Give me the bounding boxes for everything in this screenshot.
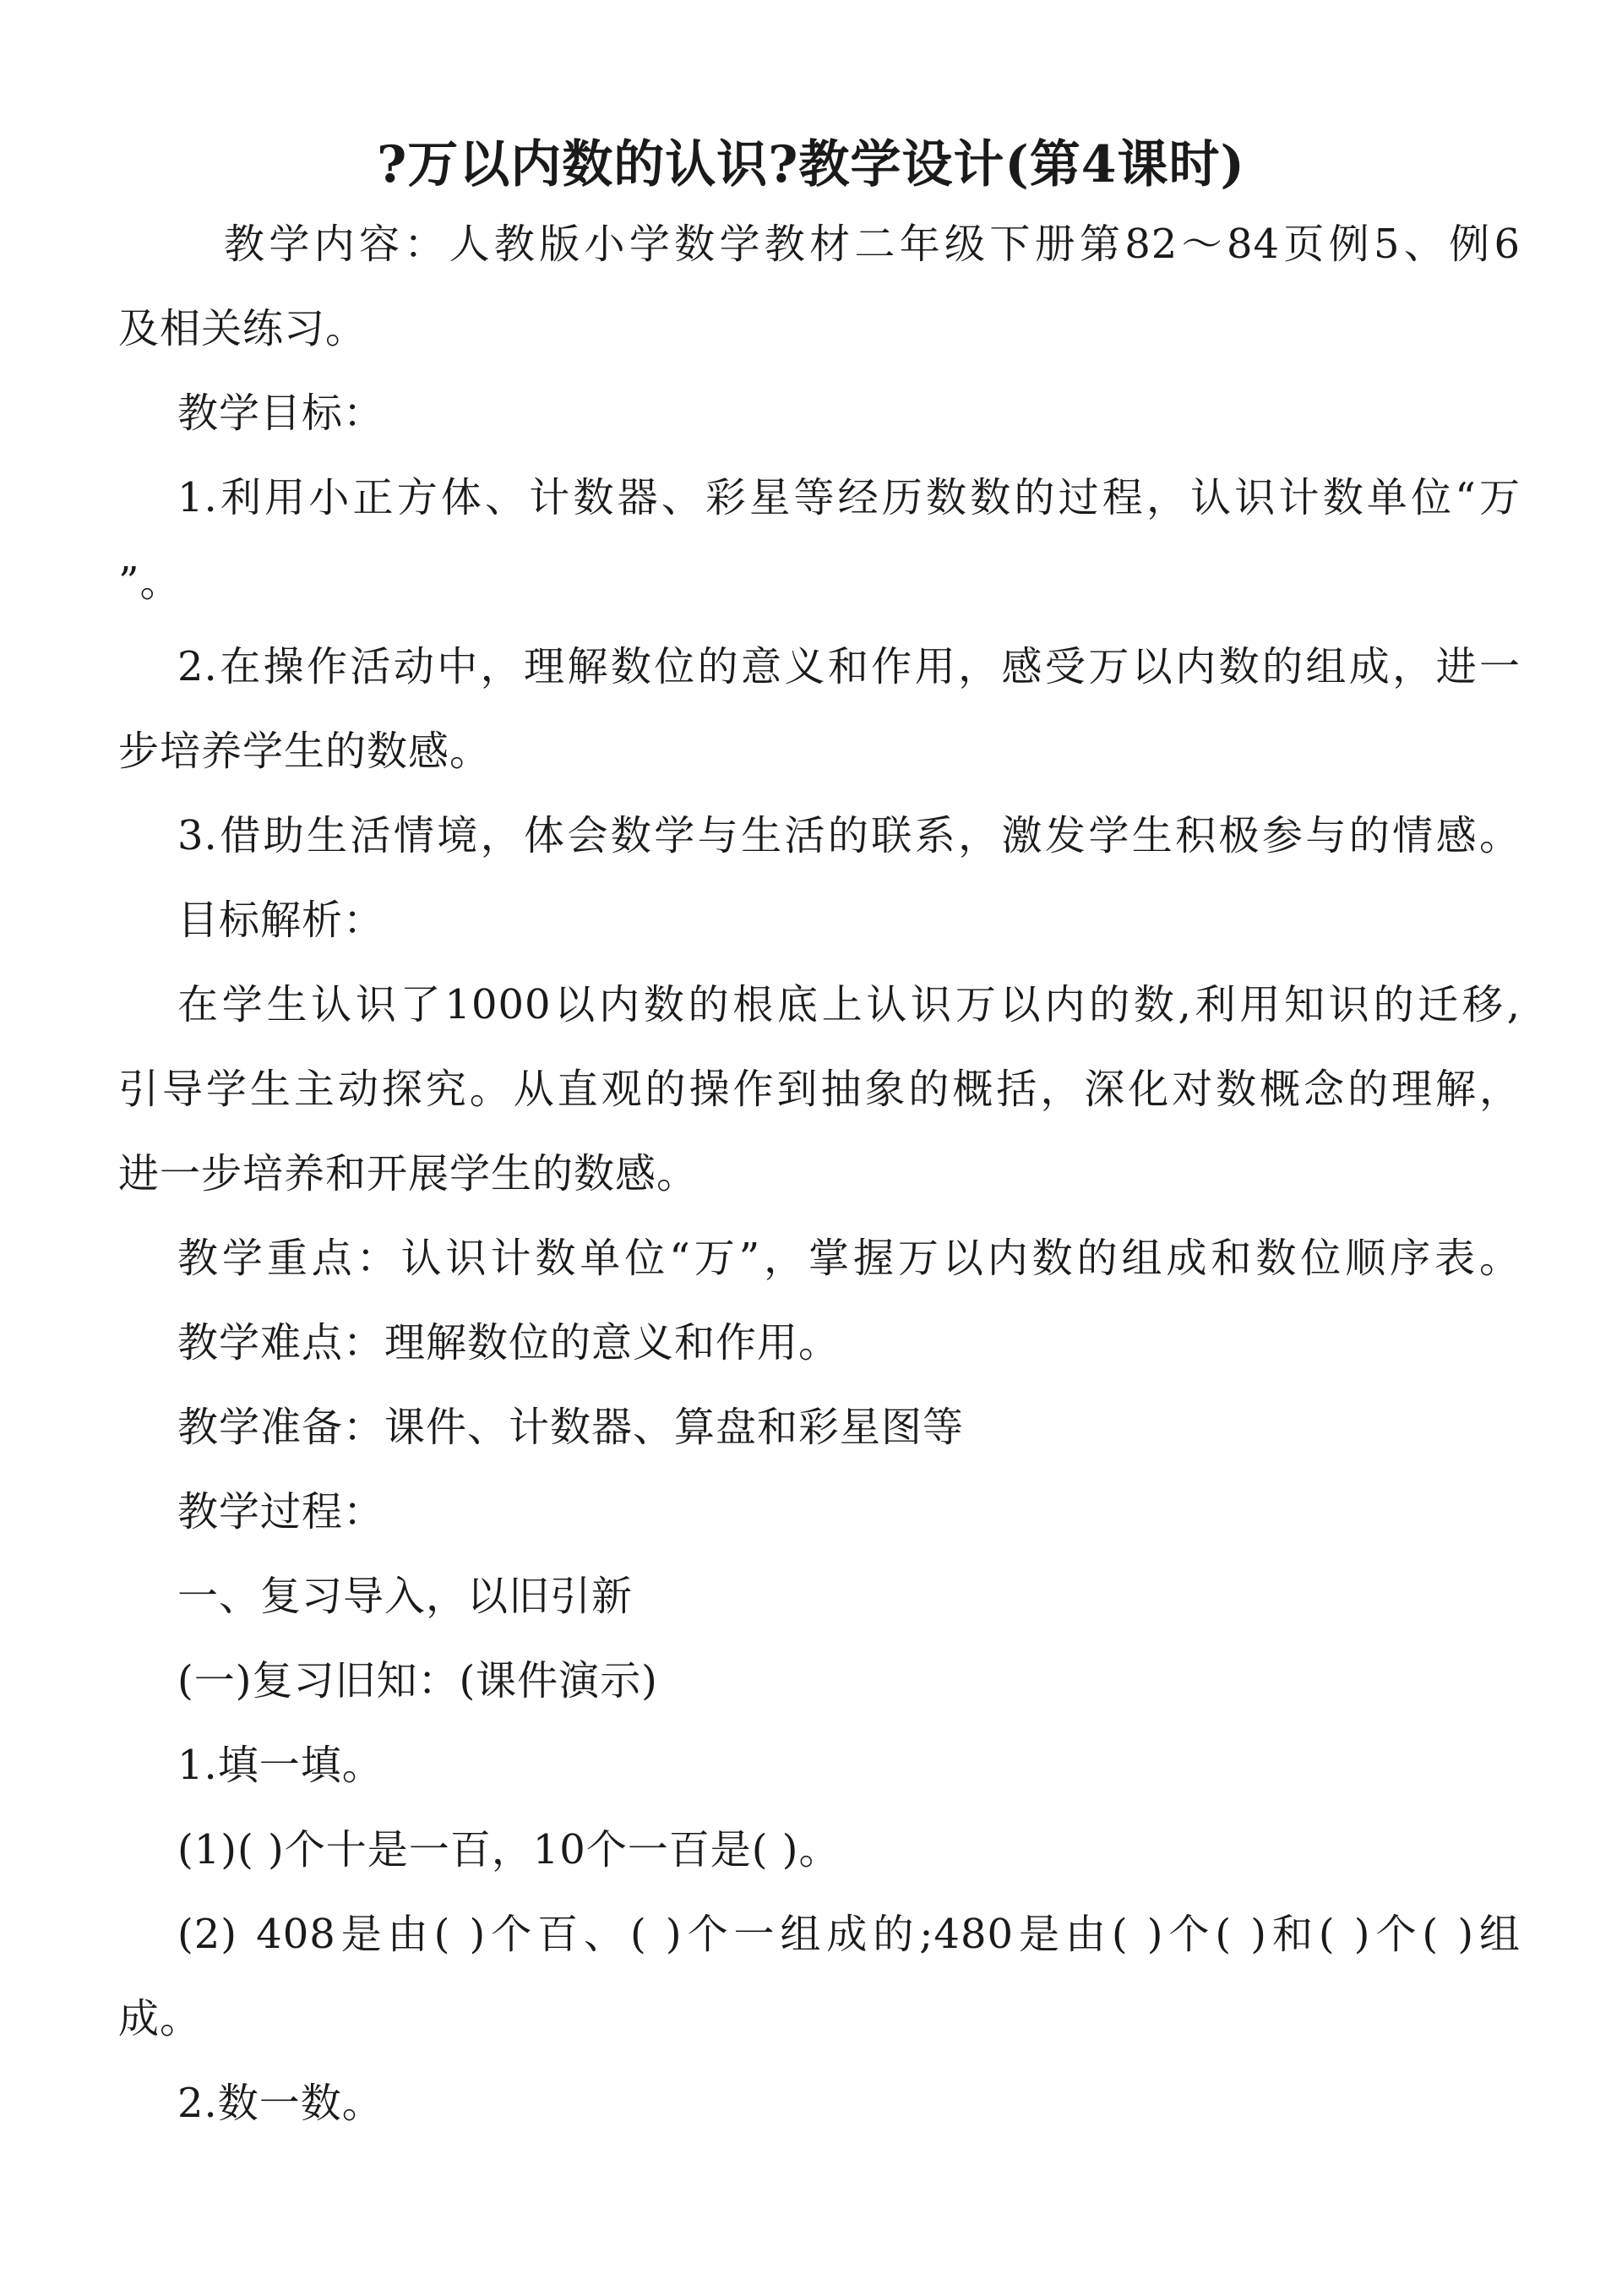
objective-analysis-heading: 目标解析：: [177, 897, 385, 944]
exercise-fill-heading: 1.填一填。: [177, 1742, 384, 1789]
analysis-paragraph-line-1: 在学生认识了1000以内数的根底上认识万以内的数,利用知识的迁移,: [177, 981, 1521, 1028]
preparation-line: 教学准备：课件、计数器、算盘和彩星图等: [177, 1404, 965, 1451]
exercise-item-2: (2) 408是由( )个百、( )个一组成的;480是由( )个( )和( )个( )组: [177, 1911, 1521, 1958]
document-title: ?万以内数的认识?教学设计(第4课时): [377, 135, 1245, 194]
teaching-content-continuation: 及相关练习。: [118, 305, 367, 352]
objectives-heading: 教学目标：: [177, 390, 385, 437]
process-heading: 教学过程：: [177, 1488, 385, 1535]
exercise-item-1: (1)( )个十是一百，10个一百是( )。: [177, 1826, 841, 1873]
exercise-count-heading: 2.数一数。: [177, 2080, 384, 2127]
objective-1-line: 1.利用小正方体、计数器、彩星等经历数数的过程，认识计数单位“万: [177, 474, 1521, 521]
analysis-paragraph-line-2: 引导学生主动探究。从直观的操作到抽象的概括，深化对数概念的理解，: [118, 1066, 1521, 1113]
section-1-heading: 一、复习导入，以旧引新: [177, 1573, 634, 1620]
key-points-line: 教学重点：认识计数单位“万”，掌握万以内数的组成和数位顺序表。: [177, 1235, 1521, 1282]
subsection-review-heading: (一)复习旧知：(课件演示): [177, 1657, 658, 1704]
exercise-item-2-continuation: 成。: [118, 1995, 202, 2042]
difficult-points-line: 教学难点：理解数位的意义和作用。: [177, 1319, 841, 1366]
objective-1-continuation: ”。: [118, 559, 182, 606]
teaching-content-line: 教学内容：人教版小学数学教材二年级下册第82～84页例5、例6: [224, 221, 1521, 268]
analysis-paragraph-line-3: 进一步培养和开展学生的数感。: [118, 1150, 699, 1197]
objective-3-line: 3.借助生活情境，体会数学与生活的联系，激发学生积极参与的情感。: [177, 812, 1521, 859]
objective-2-continuation: 步培养学生的数感。: [118, 728, 492, 775]
objective-2-line: 2.在操作活动中，理解数位的意义和作用，感受万以内数的组成，进一: [177, 643, 1521, 690]
